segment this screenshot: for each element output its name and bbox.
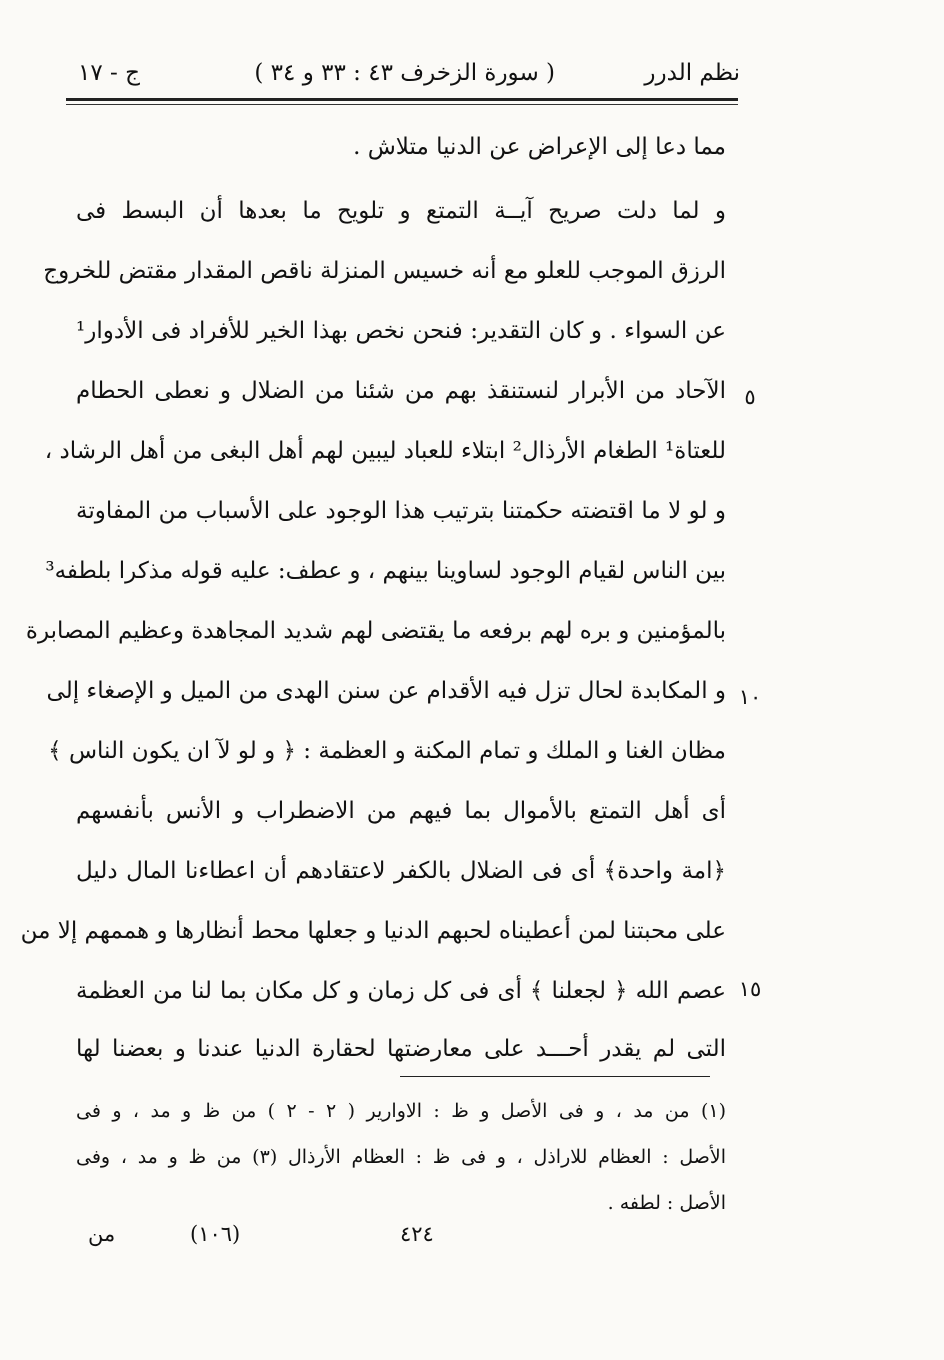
header-rule xyxy=(66,98,738,101)
book-title: نظم الدرر xyxy=(644,60,740,86)
text-line-8: بين الناس لقيام الوجود لساوينا بينهم ، و عطف: عليه قوله مذكرا بلطفه³ xyxy=(45,558,726,584)
text-line-5: الآحاد من الأبرار لنستنقذ بهم من شئنا من الضلال و نعطى الحطام xyxy=(76,378,726,404)
footnote-line-1: (١) من مد ، و فى الأصل و ظ : الاوارير ( ٢ - ٢ ) من ظ و مد ، و فى xyxy=(76,1100,727,1122)
text-line-3: الرزق الموجب للعلو مع أنه خسيس المنزلة ناقص المقدار مقتض للخروج xyxy=(43,258,726,284)
text-line-11: مظان الغنا و الملك و تمام المكنة و العظمة : ﴿ و لو لآ ان يكون الناس ﴾ xyxy=(48,738,726,764)
catchword: من xyxy=(88,1222,116,1246)
page-header xyxy=(60,54,740,98)
text-line-12: أى أهل التمتع بالأموال بما فيهم من الاضطراب و الأنس بأنفسهم xyxy=(76,798,726,824)
footnote-line-3: الأصل : لطفه . xyxy=(607,1192,726,1214)
text-line-13: ﴿امة واحدة﴾ أى فى الضلال بالكفر لاعتقادهم أن اعطاءنا المال دليل xyxy=(76,858,726,884)
line-number-15: ١٥ xyxy=(738,977,762,1001)
text-line-10: و المكابدة لحال تزل فيه الأقدام عن سنن الهدى من الميل و الإصغاء إلى xyxy=(46,678,726,704)
footnote-rule xyxy=(400,1076,710,1077)
page-number: ٤٢٤ xyxy=(400,1222,434,1246)
text-line-4: عن السواء . و كان التقدير: فنحن نخص بهذا الخير للأفراد فى الأدوار¹ xyxy=(76,318,726,344)
text-line-1: مما دعا إلى الإعراض عن الدنيا متلاش . xyxy=(353,134,726,160)
volume-number: ج - ١٧ xyxy=(78,60,140,86)
footnote-line-2: الأصل : العظام للاراذل ، و فى ظ : العظام الأرذال (٣) من ظ و مد ، وفى xyxy=(76,1146,727,1168)
text-line-9: بالمؤمنين و بره لهم برفعه ما يقتضى لهم شديد المجاهدة وعظيم المصابرة xyxy=(25,618,726,644)
text-line-7: و لو لا ما اقتضته حكمتنا بترتيب هذا الوجود على الأسباب من المفاوتة xyxy=(76,498,726,524)
line-number-5: ٥ xyxy=(744,385,756,409)
line-number-10: ١٠ xyxy=(738,685,762,709)
text-line-16: التى لم يقدر أحـــد على معارضتها لحقارة الدنيا عندنا و بعضنا لها xyxy=(76,1036,726,1062)
header-rule-thin xyxy=(66,104,738,105)
sheet-number: (١٠٦) xyxy=(190,1222,241,1246)
surah-reference: ( سورة الزخرف ٤٣ : ٣٣ و ٣٤ ) xyxy=(254,60,555,86)
text-line-15: عصم الله ﴿ لجعلنا ﴾ أى فى كل زمان و كل مكان بما لنا من العظمة xyxy=(76,978,726,1004)
text-line-14: على محبتنا لمن أعطيناه لحبهم الدنيا و جعلها محط أنظارها و هممهم إلا من xyxy=(20,918,726,944)
text-line-2: و لما دلت صريح آيــة التمتع و تلويح ما بعدها أن البسط فى xyxy=(76,198,726,224)
text-line-6: للعتاة¹ الطغام الأرذال² ابتلاء للعباد ليبين لهم أهل البغى من أهل الرشاد ، xyxy=(44,438,726,464)
